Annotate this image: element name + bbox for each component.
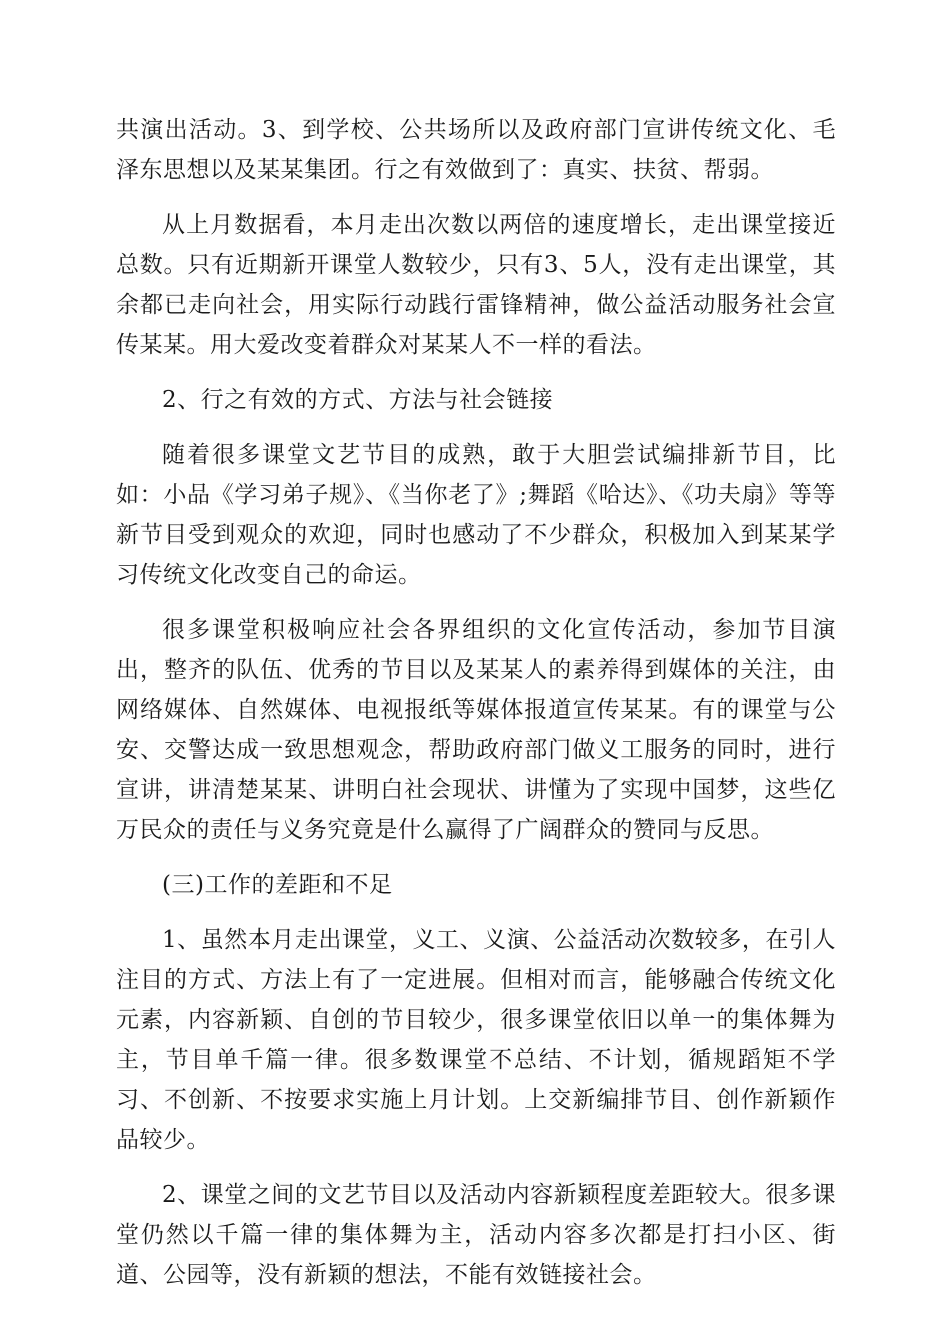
paragraph-new-programs: 随着很多课堂文艺节目的成熟，敢于大胆尝试编排新节目，比如：小品《学习弟子规》、《当你老了》;舞蹈《哈达》、《功夫扇》等等新节目受到观众的欢迎，同时也感动了不少群众，积极加入到某某学习传统文化改变自己的命运。 <box>116 442 836 588</box>
paragraph-media-coverage: 很多课堂积极响应社会各界组织的文化宣传活动，参加节目演出，整齐的队伍、优秀的节目以及某某人的素养得到媒体的关注，由网络媒体、自然媒体、电视报纸等媒体报道宣传某某。有的课堂与公安、交警达成一致思想观念，帮助政府部门做义工服务的同时，进行宣讲，讲清楚某某、讲明白社会现状、讲懂为了实现中国梦，这些亿万民众的责任与义务究竟是什么赢得了广阔群众的赞同与反思。 <box>116 617 836 843</box>
paragraph-continuation: 共演出活动。3、到学校、公共场所以及政府部门宣讲传统文化、毛泽东思想以及某某集团。行之有效做到了：真实、扶贫、帮弱。 <box>116 117 836 183</box>
section-heading-shortcomings: (三)工作的差距和不足 <box>162 872 393 898</box>
section-heading-methods: 2、行之有效的方式、方法与社会链接 <box>162 387 554 413</box>
paragraph-shortcoming-1: 1、虽然本月走出课堂，义工、义演、公益活动次数较多，在引人注目的方式、方法上有了一定进展。但相对而言，能够融合传统文化元素，内容新颖、自创的节目较少，很多课堂依旧以单一的集体舞为主，节目单千篇一律。很多数课堂不总结、不计划，循规蹈矩不学习、不创新、不按要求实施上月计划。上交新编排节目、创作新颖作品较少。 <box>116 927 836 1153</box>
paragraph-growth-data: 从上月数据看，本月走出次数以两倍的速度增长，走出课堂接近总数。只有近期新开课堂人数较少，只有3、5人，没有走出课堂，其余都已走向社会，用实际行动践行雷锋精神，做公益活动服务社会宣传某某。用大爱改变着群众对某某人不一样的看法。 <box>116 212 836 358</box>
paragraph-shortcoming-2: 2、课堂之间的文艺节目以及活动内容新颖程度差距较大。很多课堂仍然以千篇一律的集体舞为主，活动内容多次都是打扫小区、街道、公园等，没有新颖的想法，不能有效链接社会。 <box>116 1182 836 1288</box>
document-page <box>116 110 836 1310</box>
